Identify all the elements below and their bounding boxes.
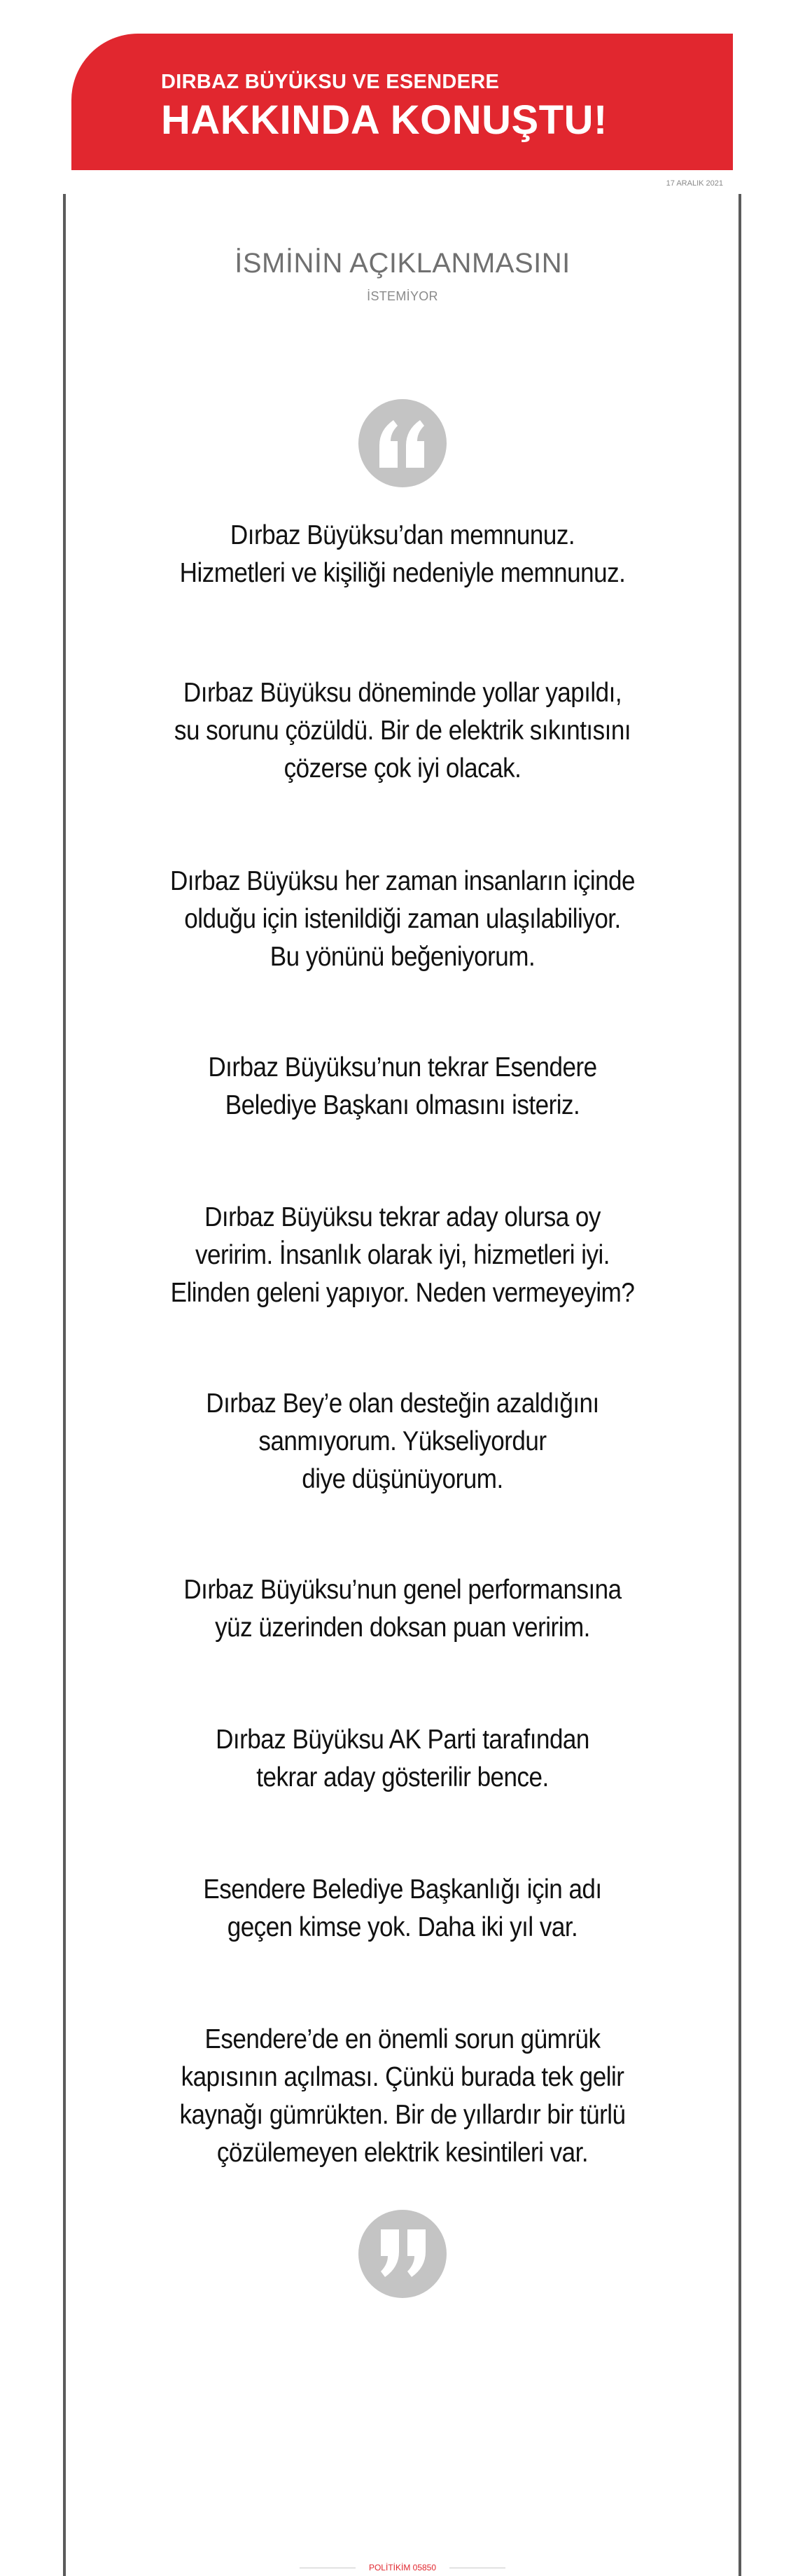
source-name: İSMİNİN AÇIKLANMASINI [234,248,570,279]
statement-7: Dırbaz Büyüksu’nun genel performansına yüz üzerinden doksan puan veririm. [183,1575,622,1643]
source-subtitle: İSTEMİYOR [367,289,438,303]
statement-10: Esendere’de en önemli sorun gümrük kapısının açılması. Çünkü burada tek gelir kaynağı gümrükten. Bir de yıllardır bir türlü çözülemeyen elektrik kesintileri var. [179,2024,626,2168]
statement-9: Esendere Belediye Başkanlığı için adı geçen kimse yok. Daha iki yıl var. [203,1874,602,1942]
frame-right-border [738,194,741,2576]
statement-5: Dırbaz Büyüksu tekrar aday olursa oy veririm. İnsanlık olarak iyi, hizmetleri iyi. Elinden geleni yapıyor. Neden vermeyeyim? [170,1202,635,1308]
header-kicker: DIRBAZ BÜYÜKSU VE ESENDERE [161,71,500,93]
statement-2: Dırbaz Büyüksu döneminde yollar yapıldı, su sorunu çözüldü. Bir de elektrik sıkıntısını çözerse çok iyi olacak. [174,678,631,784]
frame-left-border [63,194,66,2576]
statement-6: Dırbaz Bey’e olan desteğin azaldığını sanmıyorum. Yükseliyordur diye düşünüyorum. [206,1388,599,1494]
statement-8: Dırbaz Büyüksu AK Parti tarafından tekrar aday gösterilir bence. [216,1725,589,1792]
header-banner [71,34,733,170]
quote-open-icon [358,399,447,487]
statement-1: Dırbaz Büyüksu’dan memnunuz. Hizmetleri ve kişiliği nedeniyle memnunuz. [179,520,626,588]
quote-close-icon [358,2210,447,2298]
footer-credit: POLİTİKİM 05850 [368,2563,437,2572]
statement-3: Dırbaz Büyüksu her zaman insanların içinde olduğu için istenildiği zaman ulaşılabiliyor. Bu yönünü beğeniyorum. [169,866,636,972]
statement-4: Dırbaz Büyüksu’nun tekrar Esendere Belediye Başkanı olmasını isteriz. [208,1052,597,1120]
publish-date: 17 ARALIK 2021 [666,179,723,188]
header-title: HAKKINDA KONUŞTU! [161,97,608,143]
